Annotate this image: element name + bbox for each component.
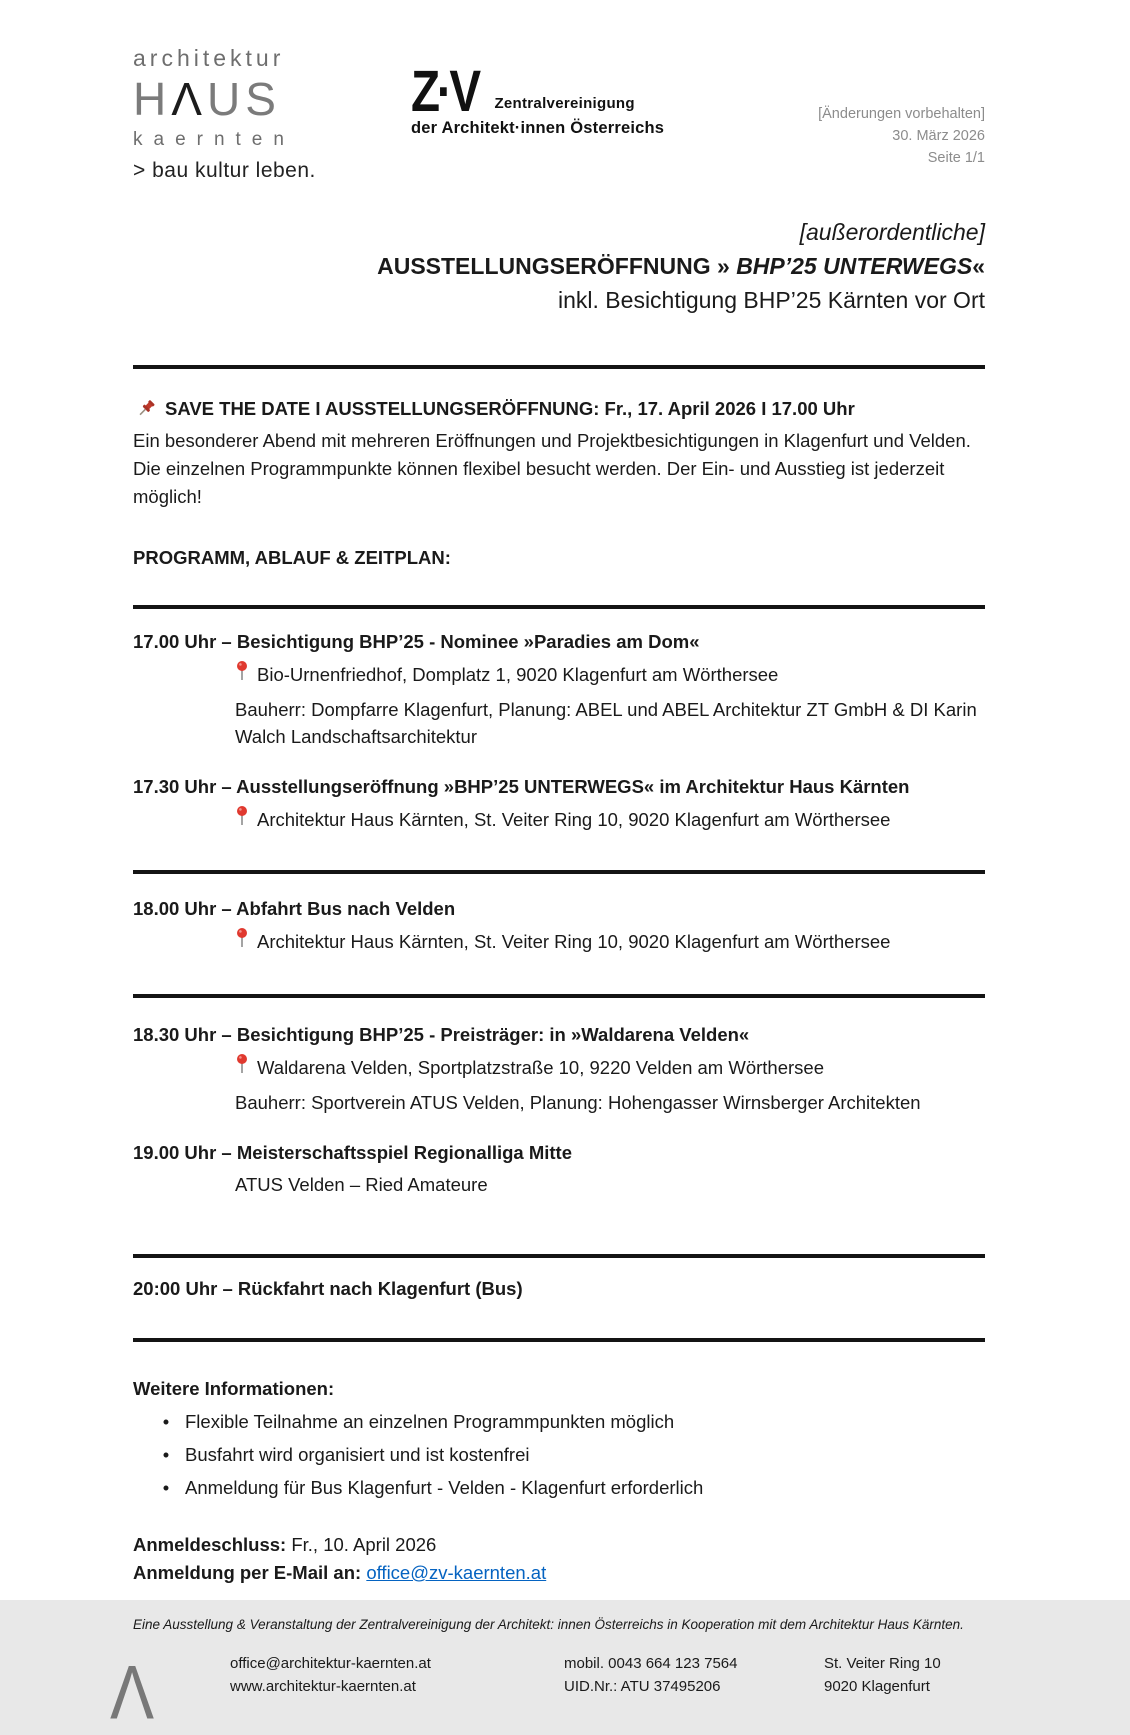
save-the-date-heading: [133, 397, 985, 421]
program-item: [133, 1142, 985, 1198]
location-pin-icon: [235, 805, 249, 834]
intro-paragraph: Ein besonderer Abend mit mehreren Eröffnungen und Projektbesichtigungen in Klagenfurt und Velden. Die einzelnen Programmpunkte können flexibel besucht werden. Der Ein- und Ausstieg ist jederzeit möglich!: [133, 430, 971, 507]
footer-mobile: mobil. 0043 664 123 7564: [564, 1655, 738, 1672]
program-item: [133, 1024, 985, 1116]
changes-reserved-note: [Änderungen vorbehalten]: [818, 106, 985, 122]
save-the-date-text: SAVE THE DATE I AUSSTELLUNGSERÖFFNUNG: Fr., 17. April 2026 I 17.00 Uhr: [165, 398, 855, 419]
logo-text-kaernten: kaernten: [133, 128, 295, 150]
program-item-title: 18.00 Uhr – Abfahrt Bus nach Velden: [133, 898, 456, 919]
location-text: Bio-Urnenfriedhof, Domplatz 1, 9020 Klagenfurt am Wörthersee: [257, 664, 779, 685]
footer-contact-web: [230, 1652, 564, 1720]
footer: [110, 1649, 985, 1735]
footer-email: office@architektur-kaernten.at: [230, 1655, 431, 1672]
zv-logo: [411, 59, 665, 138]
logo-tagline: > bau kultur leben.: [133, 158, 316, 182]
info-bullet-list: [133, 1408, 985, 1501]
footer-contact-phone: [564, 1652, 824, 1720]
footer-website: www.architektur-kaernten.at: [230, 1678, 416, 1695]
header: [133, 45, 985, 185]
location-text: Architektur Haus Kärnten, St. Veiter Ring 10, 9020 Klagenfurt am Wörthersee: [257, 931, 891, 952]
divider: [133, 1254, 985, 1258]
registration-email-line: Anmeldung per E-Mail an: office@zv-kaernten.at: [133, 1562, 547, 1583]
program-heading: PROGRAMM, ABLAUF & ZEITPLAN:: [133, 547, 451, 568]
list-item: • Flexible Teilnahme an einzelnen Programmpunkten möglich: [133, 1408, 985, 1435]
list-item: • Busfahrt wird organisiert und ist kostenfrei: [133, 1441, 985, 1468]
title-block: [133, 215, 985, 317]
program-item-title: 18.30 Uhr – Besichtigung BHP’25 - Preisträger: in »Waldarena Velden«: [133, 1024, 750, 1045]
program-item-detail: Bauherr: Dompfarre Klagenfurt, Planung: ABEL und ABEL Architektur ZT GmbH & DI Karin Walch Landschaftsarchitektur: [235, 699, 977, 747]
info-heading: Weitere Informationen:: [133, 1378, 335, 1399]
logo-text-architektur: architektur: [133, 45, 285, 71]
program-item-title: 19.00 Uhr – Meisterschaftsspiel Regionalliga Mitte: [133, 1142, 573, 1163]
zv-logo-line1: Zentralvereinigung: [494, 95, 635, 113]
program-item-location: [235, 805, 985, 834]
program-item-location: [235, 927, 985, 956]
program-item-detail: Bauherr: Sportverein ATUS Velden, Planung: Hohengasser Wirnsberger Architekten: [235, 1092, 921, 1113]
program-item: [133, 776, 985, 834]
footer-city: 9020 Klagenfurt: [824, 1678, 930, 1695]
footer-street: St. Veiter Ring 10: [824, 1655, 941, 1672]
list-item: • Anmeldung für Bus Klagenfurt - Velden - Klagenfurt erforderlich: [133, 1474, 985, 1501]
header-meta: [818, 103, 985, 169]
cooperation-footnote: Eine Ausstellung & Veranstaltung der Zentralvereinigung der Architekt: innen Österreichs in Kooperation mit dem Architektur Haus Kärnten.: [133, 1617, 964, 1632]
page-number: Seite 1/1: [927, 150, 985, 166]
haus-caret-logo-mark: Λ: [110, 1649, 155, 1735]
registration-block: [133, 1531, 985, 1587]
email-link[interactable]: office@zv-kaernten.at: [366, 1562, 547, 1583]
logo-text-haus: HΛUS: [133, 73, 281, 125]
location-text: Waldarena Velden, Sportplatzstraße 10, 9220 Velden am Wörthersee: [257, 1057, 824, 1078]
pushpin-icon: [133, 397, 157, 421]
divider: [133, 365, 985, 369]
zv-logo-line2: der Architekt·innen Österreichs: [411, 119, 665, 138]
program-item-title: 17.30 Uhr – Ausstellungseröffnung »BHP’25 UNTERWEGS« im Architektur Haus Kärnten: [133, 776, 910, 797]
divider: [133, 994, 985, 998]
divider: [133, 605, 985, 609]
page-title: AUSSTELLUNGSERÖFFNUNG » BHP’25 UNTERWEGS«: [377, 253, 985, 279]
location-pin-icon: [235, 927, 249, 956]
title-pre: [außerordentliche]: [799, 219, 985, 245]
program-item-location: [235, 1053, 985, 1082]
program-item-title: 17.00 Uhr – Besichtigung BHP’25 - Nominee »Paradies am Dom«: [133, 631, 700, 652]
architektur-haus-kaernten-logo: [133, 45, 333, 183]
document-date: 30. März 2026: [892, 128, 985, 144]
program-item-location: [235, 660, 985, 689]
location-text: Architektur Haus Kärnten, St. Veiter Ring 10, 9020 Klagenfurt am Wörthersee: [257, 809, 891, 830]
zv-logo-mark: Z·V: [411, 59, 478, 124]
program-item-title: 20:00 Uhr – Rückfahrt nach Klagenfurt (Bus): [133, 1278, 523, 1299]
location-pin-icon: [235, 1053, 249, 1082]
divider: [133, 1338, 985, 1342]
registration-deadline: Anmeldeschluss: Fr., 10. April 2026: [133, 1534, 437, 1555]
divider: [133, 870, 985, 874]
footer-address: [824, 1652, 985, 1720]
footer-uid: UID.Nr.: ATU 37495206: [564, 1678, 721, 1695]
program-item: [133, 1278, 985, 1300]
program-item: [133, 631, 985, 750]
program-item-detail: ATUS Velden – Ried Amateure: [235, 1174, 488, 1195]
title-sub: inkl. Besichtigung BHP’25 Kärnten vor Ort: [558, 287, 985, 313]
program-item: [133, 898, 985, 956]
location-pin-icon: [235, 660, 249, 689]
